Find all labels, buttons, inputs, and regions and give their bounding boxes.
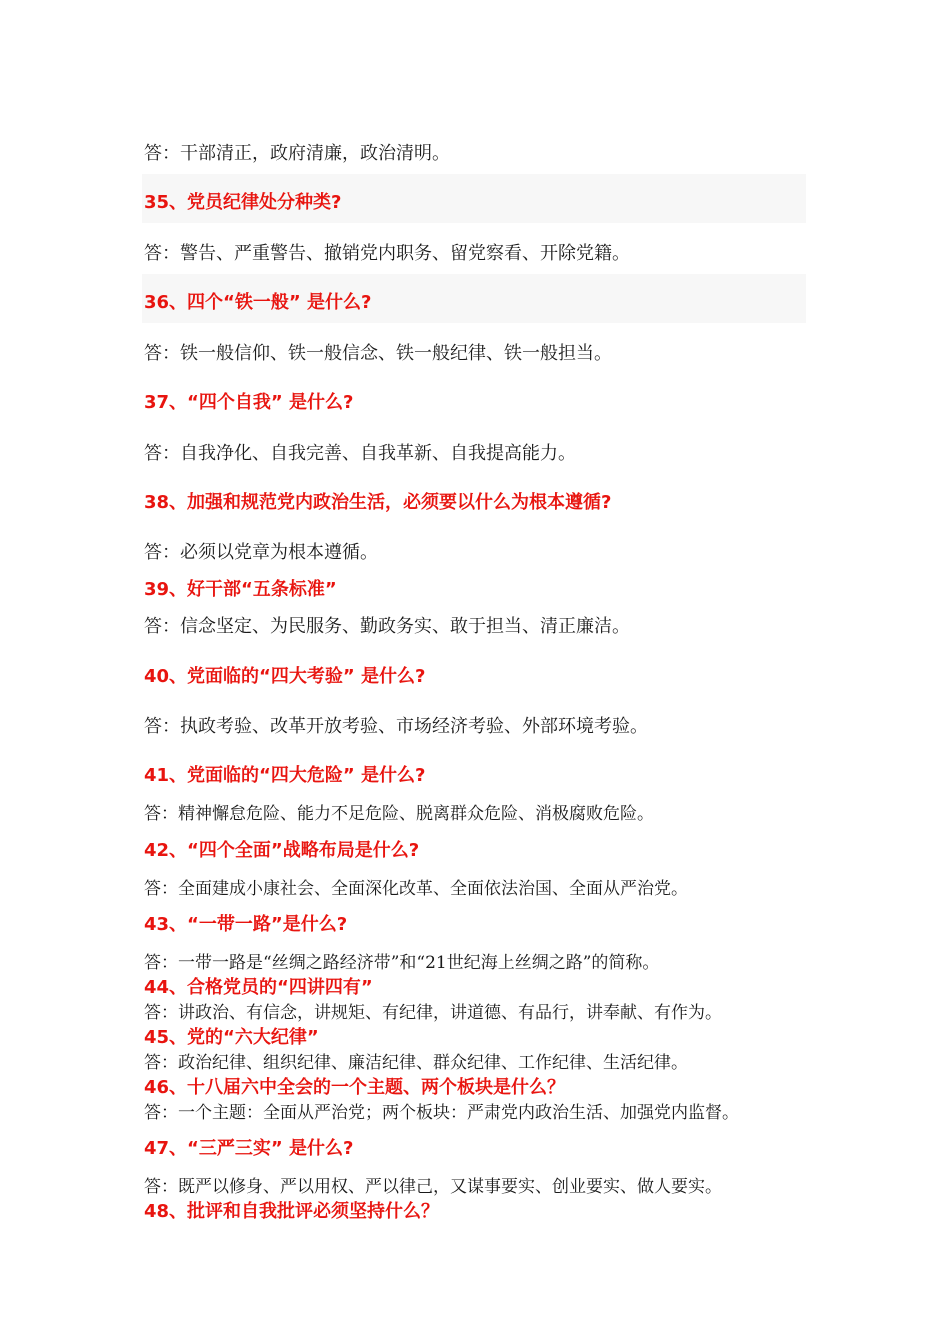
answer-37: 答：自我净化、自我完善、自我革新、自我提高能力。 bbox=[144, 443, 576, 464]
answer-44: 答：讲政治、有信念，讲规矩、有纪律，讲道德、有品行，讲奉献、有作为。 bbox=[144, 1003, 722, 1023]
question-36: 36、四个“铁一般” 是什么? bbox=[144, 292, 372, 313]
question-35: 35、党员纪律处分种类? bbox=[144, 192, 342, 213]
question-40: 40、党面临的“四大考验” 是什么? bbox=[144, 666, 426, 687]
question-38: 38、加强和规范党内政治生活，必须要以什么为根本遵循? bbox=[144, 492, 612, 513]
question-39: 39、好干部“五条标准” bbox=[144, 579, 337, 600]
question-48: 48、批评和自我批评必须坚持什么？ bbox=[144, 1201, 440, 1222]
answer-46: 答：一个主题：全面从严治党；两个板块：严肃党内政治生活、加强党内监督。 bbox=[144, 1103, 739, 1123]
answer-43: 答：一带一路是“丝绸之路经济带”和“21世纪海上丝绸之路”的简称。 bbox=[144, 953, 660, 973]
question-46: 46、十八届六中全会的一个主题、两个板块是什么？ bbox=[144, 1077, 566, 1098]
answer-36: 答：铁一般信仰、铁一般信念、铁一般纪律、铁一般担当。 bbox=[144, 343, 612, 364]
question-45: 45、党的“六大纪律” bbox=[144, 1027, 319, 1048]
answer-34: 答：干部清正，政府清廉，政治清明。 bbox=[144, 143, 450, 164]
question-47: 47、“三严三实” 是什么? bbox=[144, 1138, 354, 1159]
answer-41: 答：精神懈怠危险、能力不足危险、脱离群众危险、消极腐败危险。 bbox=[144, 804, 654, 824]
answer-45: 答：政治纪律、组织纪律、廉洁纪律、群众纪律、工作纪律、生活纪律。 bbox=[144, 1053, 688, 1073]
answer-40: 答：执政考验、改革开放考验、市场经济考验、外部环境考验。 bbox=[144, 716, 648, 737]
question-41: 41、党面临的“四大危险” 是什么? bbox=[144, 765, 426, 786]
answer-42: 答：全面建成小康社会、全面深化改革、全面依法治国、全面从严治党。 bbox=[144, 879, 688, 899]
answer-39: 答：信念坚定、为民服务、勤政务实、敢于担当、清正廉洁。 bbox=[144, 616, 630, 637]
answer-47: 答：既严以修身、严以用权、严以律己，又谋事要实、创业要实、做人要实。 bbox=[144, 1177, 722, 1197]
answer-35: 答：警告、严重警告、撤销党内职务、留党察看、开除党籍。 bbox=[144, 243, 630, 264]
question-44: 44、合格党员的“四讲四有” bbox=[144, 977, 373, 998]
answer-38: 答：必须以党章为根本遵循。 bbox=[144, 542, 378, 563]
question-43: 43、“一带一路”是什么? bbox=[144, 914, 348, 935]
question-42: 42、“四个全面”战略布局是什么? bbox=[144, 840, 420, 861]
question-37: 37、“四个自我” 是什么? bbox=[144, 392, 354, 413]
